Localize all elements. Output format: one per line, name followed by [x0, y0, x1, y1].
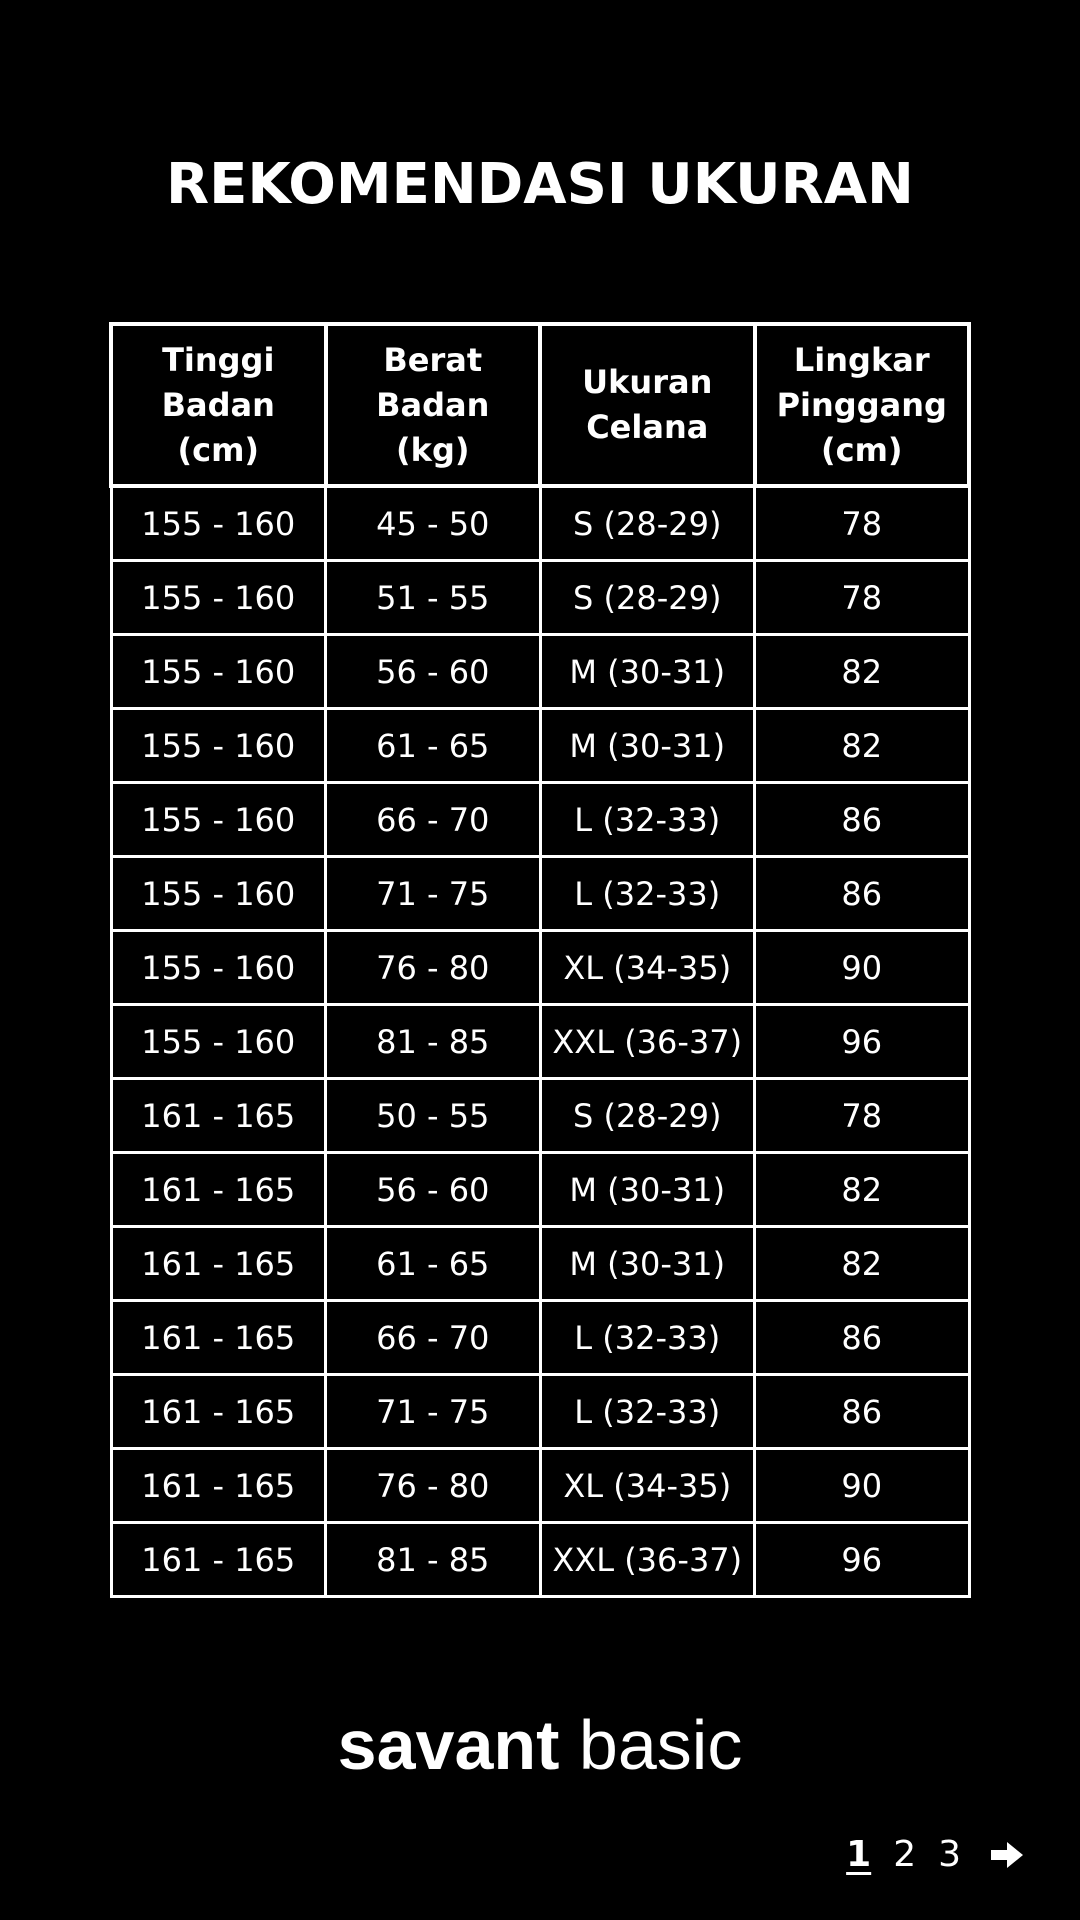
header-row — [111, 324, 969, 486]
page-link-1[interactable]: 1 — [846, 1834, 872, 1875]
pants-size-cell: M (30-31) — [540, 1153, 755, 1227]
height-cell: 161 - 165 — [111, 1449, 326, 1523]
height-header — [111, 324, 326, 486]
waist-cell: 90 — [755, 931, 970, 1005]
header-line: Tinggi — [162, 340, 275, 379]
weight-cell: 81 - 85 — [326, 1523, 541, 1597]
weight-cell: 76 - 80 — [326, 931, 541, 1005]
table-row — [111, 1449, 969, 1523]
weight-cell: 56 - 60 — [326, 635, 541, 709]
pants-size-cell: XXL (36-37) — [540, 1523, 755, 1597]
weight-cell: 51 - 55 — [326, 561, 541, 635]
pants-size-cell: L (32-33) — [540, 857, 755, 931]
header-line: Badan — [376, 385, 490, 424]
pants-size-cell: L (32-33) — [540, 1301, 755, 1375]
weight-cell: 66 - 70 — [326, 783, 541, 857]
arrow-right-icon[interactable] — [989, 1840, 1025, 1870]
waist-cell: 86 — [755, 1301, 970, 1375]
pants-size-header — [540, 324, 755, 486]
weight-cell: 71 - 75 — [326, 1375, 541, 1449]
table-row — [111, 857, 969, 931]
table-row — [111, 709, 969, 783]
height-cell: 155 - 160 — [111, 857, 326, 931]
header-line: Celana — [586, 408, 709, 446]
table-row — [111, 561, 969, 635]
waist-cell: 86 — [755, 783, 970, 857]
header-line: (kg) — [396, 430, 470, 469]
header-line: (cm) — [177, 430, 260, 469]
waist-cell: 82 — [755, 1153, 970, 1227]
pants-size-cell: S (28-29) — [540, 561, 755, 635]
pants-size-cell: S (28-29) — [540, 1079, 755, 1153]
table-header — [111, 324, 969, 486]
waist-cell: 82 — [755, 1227, 970, 1301]
waist-cell: 82 — [755, 709, 970, 783]
table-row — [111, 635, 969, 709]
weight-cell: 61 - 65 — [326, 1227, 541, 1301]
header-line: Badan — [161, 385, 275, 424]
height-cell: 155 - 160 — [111, 783, 326, 857]
pagination — [846, 1830, 1025, 1880]
header-line: Pinggang — [776, 385, 947, 424]
brand-name-light: basic — [578, 1706, 743, 1784]
weight-cell: 56 - 60 — [326, 1153, 541, 1227]
height-cell: 161 - 165 — [111, 1301, 326, 1375]
height-cell: 155 - 160 — [111, 931, 326, 1005]
page-link-2[interactable]: 2 — [893, 1834, 917, 1875]
table-body — [111, 486, 969, 1597]
pants-size-cell: XL (34-35) — [540, 1449, 755, 1523]
brand-name-strong: savant — [337, 1706, 560, 1784]
height-cell: 161 - 165 — [111, 1079, 326, 1153]
table-row — [111, 931, 969, 1005]
weight-cell: 81 - 85 — [326, 1005, 541, 1079]
waist-header — [755, 324, 970, 486]
waist-cell: 78 — [755, 1079, 970, 1153]
waist-cell: 86 — [755, 857, 970, 931]
table-row — [111, 1523, 969, 1597]
height-cell: 155 - 160 — [111, 1005, 326, 1079]
table-row — [111, 486, 969, 561]
weight-cell: 50 - 55 — [326, 1079, 541, 1153]
weight-cell: 66 - 70 — [326, 1301, 541, 1375]
table-row — [111, 1079, 969, 1153]
pants-size-cell: M (30-31) — [540, 1227, 755, 1301]
pants-size-cell: XL (34-35) — [540, 931, 755, 1005]
height-cell: 161 - 165 — [111, 1153, 326, 1227]
table-row — [111, 783, 969, 857]
height-cell: 155 - 160 — [111, 709, 326, 783]
waist-cell: 90 — [755, 1449, 970, 1523]
table-row — [111, 1375, 969, 1449]
pants-size-cell: M (30-31) — [540, 635, 755, 709]
header-line: Berat — [383, 340, 483, 379]
waist-cell: 86 — [755, 1375, 970, 1449]
pants-size-cell: L (32-33) — [540, 1375, 755, 1449]
table-row — [111, 1153, 969, 1227]
waist-cell: 78 — [755, 486, 970, 561]
height-cell: 155 - 160 — [111, 486, 326, 561]
header-line: (cm) — [820, 430, 903, 469]
waist-cell: 78 — [755, 561, 970, 635]
height-cell: 161 - 165 — [111, 1227, 326, 1301]
weight-cell: 76 - 80 — [326, 1449, 541, 1523]
weight-cell: 45 - 50 — [326, 486, 541, 561]
height-cell: 155 - 160 — [111, 635, 326, 709]
pants-size-cell: S (28-29) — [540, 486, 755, 561]
pants-size-cell: M (30-31) — [540, 709, 755, 783]
page-title: REKOMENDASI UKURAN — [166, 152, 914, 217]
height-cell: 161 - 165 — [111, 1523, 326, 1597]
header-line: Lingkar — [793, 340, 930, 379]
height-cell: 155 - 160 — [111, 561, 326, 635]
waist-cell: 96 — [755, 1005, 970, 1079]
height-cell: 161 - 165 — [111, 1375, 326, 1449]
pants-size-cell: L (32-33) — [540, 783, 755, 857]
table-row — [111, 1227, 969, 1301]
brand-logo — [0, 1700, 1080, 1790]
weight-header — [326, 324, 541, 486]
weight-cell: 71 - 75 — [326, 857, 541, 931]
waist-cell: 96 — [755, 1523, 970, 1597]
weight-cell: 61 - 65 — [326, 709, 541, 783]
table-row — [111, 1005, 969, 1079]
page-link-3[interactable]: 3 — [938, 1834, 961, 1875]
header-line: Ukuran — [582, 363, 713, 401]
table-row — [111, 1301, 969, 1375]
size-recommendation-table — [109, 322, 971, 1598]
pants-size-cell: XXL (36-37) — [540, 1005, 755, 1079]
waist-cell: 82 — [755, 635, 970, 709]
